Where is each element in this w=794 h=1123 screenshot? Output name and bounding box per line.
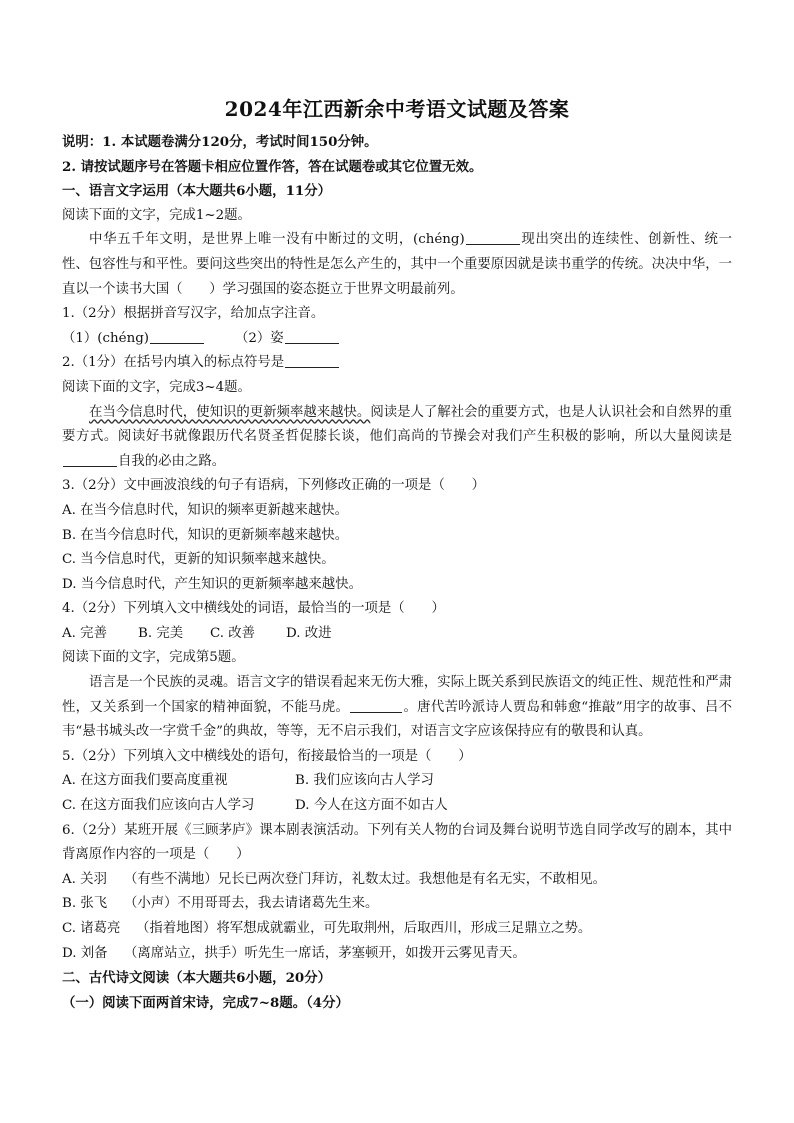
role-line: （小声）不用哥哥去，我去请诸葛先生来。 [124,896,379,912]
question-6-option-c [62,917,732,942]
note-2: 2. 请按试题序号在答题卡相应位置作答，答在试题卷或其它位置无效。 [62,158,483,175]
role-label: C. 诸葛亮 [62,921,121,936]
question-6: 6.（2分）某班开展《三顾茅庐》课本剧表演活动。下列有关人物的台词及舞台说明节选自同学改写的剧本，其中背离原作内容的一项是（ ） [62,822,732,863]
question-5-option-a: A. 在这方面我们要高度重视 [62,773,228,789]
question-4-option-c: C. 改善 [210,625,256,641]
passage-1 [62,228,732,302]
section-2-subheading: （一）阅读下面两首宋诗，完成7~8题。（4分） [62,994,349,1011]
question-4-option-a: A. 完善 [62,625,107,641]
page-title: 2024年江西新余中考语文试题及答案 [224,97,570,121]
question-2 [62,351,732,376]
blank-line [285,353,339,368]
question-1-sub-b: （2）姿 [235,330,284,346]
question-3-option-d: D. 当今信息时代，产生知识的更新频率越来越快。 [62,576,362,592]
passage-1-part-a: 中华五千年文明，是世界上唯一没有中断过的文明，(chéng) [89,232,465,248]
question-2-text: 2.（1分）在括号内填入的标点符号是 [62,355,285,371]
question-4-options [62,622,732,647]
question-5-option-d: D. 今人在这方面不如古人 [295,798,448,814]
passage-3-part-a: 语言是一个民族的灵魂。语言文字的错误看起来无伤大雅，实际上既关系到民族语文的纯正性、规范性和严肃性，又关系到一个国家的精神面貌，不能马虎。 [62,675,732,715]
role-label: D. 刘备 [62,945,108,961]
question-5-option-c: C. 在这方面我们应该向古人学习 [62,798,255,814]
question-3-option-a: A. 在当今信息时代，知识的频率更新越来越快。 [62,502,348,518]
reading-instruction-1: 阅读下面的文字，完成1~2题。 [62,207,251,223]
question-4: 4.（2分）下列填入文中横线处的词语，最恰当的一项是（ ） [62,601,445,617]
reading-instruction-2: 阅读下面的文字，完成3~4题。 [62,379,251,395]
blank-line [63,452,117,467]
question-1-sub-a: （1）(chéng) [62,330,149,346]
role-line: （指着地图）将军想成就霸业，可先取荆州，后取西川，形成三足鼎立之势。 [136,921,592,936]
note-1: 说明：1. 本试题卷满分120分，考试时间150分钟。 [62,134,378,150]
question-5-option-b: B. 我们应该向古人学习 [295,773,434,789]
passage-3 [62,671,732,745]
question-3-option-b: B. 在当今信息时代，知识的更新频率越来越快。 [62,527,349,543]
blank-line [150,329,204,344]
question-5-options-row-2 [62,794,732,819]
passage-2-end: 自我的必由之路。 [118,453,226,469]
question-4-option-b: B. 完美 [138,625,184,641]
question-3-option-c: C. 当今信息时代，更新的知识频率越来越快。 [62,552,335,568]
role-label: B. 张飞 [62,896,108,912]
question-6-option-a [62,868,732,893]
question-6-option-d [62,942,732,967]
blank-line [285,329,339,344]
reading-instruction-3: 阅读下面的文字，完成第5题。 [62,650,245,666]
question-5-options-row-1 [62,769,732,794]
role-line: （有些不满地）兄长已两次登门拜访，礼数太过。我想他是有名无实，不敢相见。 [124,871,607,887]
wavy-underlined-sentence: 在当今信息时代，使知识的更新频率越来越快。 [89,404,371,420]
question-1-answers [62,327,732,352]
blank-line [350,698,402,713]
role-line: （离席站立，拱手）听先生一席话，茅塞顿开，如拨开云雾见青天。 [124,945,526,961]
section-2-heading: 二、古代诗文阅读（本大题共6小题，20分） [62,970,331,987]
passage-2-rest: 阅读是人了解社会的重要方式，也是人认识社会和自然界的重要方式。阅读好书就像跟历代名贤圣哲促膝长谈，他们高尚的节操会对我们产生积极的影响，所以大量阅读是 [62,404,733,445]
question-1: 1.（2分）根据拼音写汉字，给加点字注音。 [62,306,325,322]
question-6-option-b [62,892,732,917]
role-label: A. 关羽 [62,871,107,887]
question-4-option-d: D. 改进 [286,625,332,641]
passage-1-part-b: 现出突出的连续性、创新性、统一性、包容性与和平性。要问这些突出的特性是怎么产生的，其中一个重要原因就是读书重学的传统。决决中华，一直以一个读书大国（ ）学习强国的姿态挺立于世界文明最前列。 [62,232,732,297]
question-3: 3.（2分）文中画波浪线的句子有语病，下列修改正确的一项是（ ） [62,478,486,494]
blank-line [466,230,520,245]
question-5: 5.（2分）下列填入文中横线处的语句，衔接最恰当的一项是（ ） [62,748,472,764]
passage-3-part-b: 。唐代苦吟派诗人贾岛和韩愈“推敲”用字的故事、吕不韦“悬书城头改一字赏千金”的典故，等等，无不启示我们，对语言文字应该保持应有的敬畏和认真。 [62,699,732,740]
section-1-heading: 一、语言文字运用（本大题共6小题，11分） [62,183,331,200]
passage-2 [62,401,732,475]
